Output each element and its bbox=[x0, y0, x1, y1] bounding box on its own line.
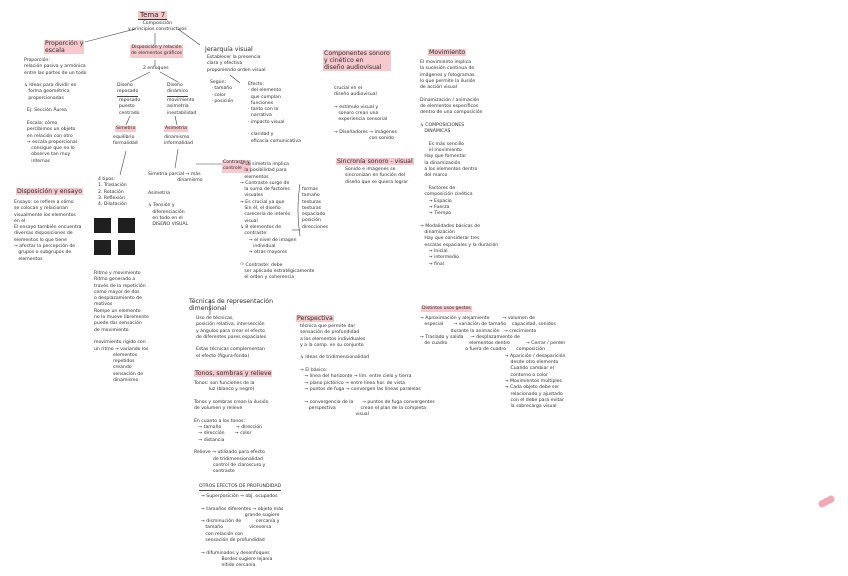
diseno-dinamico-text: movimiento asimetría inestabilidad bbox=[167, 98, 197, 116]
symmetry-example-4 bbox=[118, 240, 135, 255]
simetria-parcial-text: Simetría parcial → más dinamismo Asimetría ↳ Tensión y diferenciación en todo en el DISEÑO VISUAL bbox=[148, 172, 203, 228]
asimetria-text: dinamismo informalidad bbox=[164, 135, 193, 147]
jerarquia-efecto: Efecto: · del elemento que cumplan funciones · tanto con la narrativa · impacto visual · claridad y eficacia comunicativa bbox=[248, 82, 301, 144]
otros-efectos-text: → Superposición → obj. ocupados → tamaños diferentes → objeto más grande sugiere → disminución de cercanía y tamaño viceversa con relación con sensación de profundidad → difuminados y desenfoques Bordes sugiere lejanía nítido cercanía bbox=[201, 494, 284, 569]
proporcion-text: Proporción: relación pasiva y armónica entre las partes de un todo ↳ Ideas para dividir en forma geométrica proporcionadas Ej: Sección Áurea Escala: cómo percibimos un objeto en relación con otro → escala proporcional consigue que no lo observe tan muy internas bbox=[24, 58, 87, 164]
contraste-text: → La simetría implica la posibilidad para elementos → Contraste surge de la suma de factores visuales → Es crucial ya que Sin él, el diseño carecería de interés visual ↳ 8 elementos de contraste: → el nivel de imagen individual → otras mayores ⁽¹⁾ Contraste: debe ser aplicado estratégicamente el orden y coherencia bbox=[240, 162, 315, 281]
tonos-heading: Tonos, sombras y relieve bbox=[195, 370, 272, 377]
simetria-heading: Simetría bbox=[116, 126, 136, 131]
componentes-heading: Componentes sonoro y cinético en diseño audiovisual bbox=[324, 50, 390, 71]
ritmo-text: Ritmo y movimiento Ritmo generado a través de la repetición como mayor de dos o desplazamiento de motivos Rompe un elemento no lo mueve libremente puede dar sensación de movimiento movimiento rígido con un ritmo → variando los elementos repetidos creando sensación de dinamismo bbox=[94, 271, 149, 384]
jerarquia-heading: Jerarquía visual bbox=[205, 46, 253, 53]
proporcion-heading: Proporción y escala bbox=[45, 40, 84, 54]
contraste-formas-list: formas tamaño texturas texturas espaciado posición direcciones bbox=[302, 187, 329, 230]
tecnicas-heading: Técnicas de representación dimensional bbox=[189, 298, 274, 312]
asimetria-heading: Asimetría bbox=[165, 126, 187, 131]
jerarquia-segun: Según: · tamaño · color · posición bbox=[210, 80, 234, 104]
page-subtitle: Composición y principios constructivos bbox=[128, 21, 187, 33]
jerarquia-text: Establecer la presencia clara y efectiva proponiendo orden visual bbox=[207, 55, 266, 73]
tecnicas-text: Uso de técnicas, posición relativa, intersección y ángulos para crear el efecto de diferentes pares espaciales Estas técnicas complementan el efecto (figura-fondo) bbox=[196, 316, 267, 359]
tipos-list: 4 tipos: 1. Traslación 2. Rotación 3. Reflexión 4. Dilatación bbox=[98, 177, 127, 208]
movimiento-text: El movimiento implica la sucesión continua de imágenes y fotogramas lo que permite la ilusión de acción visual Dinamización / animación de elementos específicos dentro de una composición ↳ COMPOSICIONES DINÁMICAS Es más sencillo el movimiento Hay que fomentar la dinamización a los elementos dentro del marco Factores de composición cinética → Espacio → Fuerza → Tiempo → Modalidades básicas de dinamización Hay que considerar tres escalas espaciales y la duración → Inicial → intermedio → final bbox=[420, 60, 499, 267]
disposicion-heading: Disposición y ensayo bbox=[17, 188, 82, 195]
center-branch-heading: Disposición y relación de elementos gráficos bbox=[131, 45, 183, 57]
enfoques-label: 2 enfoques bbox=[143, 66, 169, 71]
sincronia-heading: Sincronía sonoro - visual bbox=[337, 158, 413, 165]
simetria-text: equilibrio formalidad bbox=[113, 135, 138, 147]
perspectiva-heading: Perspectiva bbox=[297, 315, 333, 322]
diseno-dinamico-heading: Diseño dinámico bbox=[167, 83, 188, 97]
otros-efectos-heading: OTROS EFECTOS DE PROFUNDIDAD bbox=[199, 484, 281, 491]
symmetry-example-1 bbox=[94, 218, 111, 233]
symmetry-example-3 bbox=[94, 240, 111, 255]
contraste-heading: Contraste y controle bbox=[223, 160, 250, 172]
symmetry-example-2 bbox=[118, 218, 135, 233]
sincronia-text: Sonido e imágenes se sincronizan en función del diseño que se quiera lograr bbox=[345, 167, 409, 185]
page-title: Tema 7 bbox=[140, 11, 166, 19]
diseno-estatico-text: reposado puesto centrado bbox=[119, 98, 141, 116]
usos-text: → Aproximación y alejamiento → volumen de especial → variación de tamaño capacidad, sonidos durante la animación → crecimiento → Traslado y salida → desplazamiento de de cuadro elementos dentro → Cerrar / perder o fuera de cuadro composición → Aparición / desaparición desde otro elemento Cuando cambiar el contorno o color → Movimientos múltiples → Cada objeto debe ser relacionado y ajustado con el debe para evitar la sobrecarga visual bbox=[420, 316, 566, 410]
diseno-estatico-heading: Diseño reposado bbox=[117, 83, 138, 97]
usos-heading: Distintos usos gestos bbox=[422, 306, 471, 311]
tonos-text: Tonos: son funciones de la luz (blanco y negro) Tonos y sombras crean la ilusión de volumen y relieve En cuanto a los tonos: → tamaño → dirección → dirección → color → distancia Relieve → utilizado para efecto de tridimensionalidad control de claroscuro y contraste bbox=[194, 381, 269, 475]
movimiento-heading: Movimiento bbox=[429, 49, 466, 56]
componentes-text: crucial en el diseño audiovisual → estímulo visual y sonoro crean una experiencia sensorial → Diseñadores → imágenes con sonido bbox=[334, 86, 398, 142]
disposicion-text: Ensayo: se refiere a cómo se colocan y relacionan visualmente los elementos en el El ensayo también encuentra diversas disposiciones de elementos lo que tiene → afectar la percepción de grupos o subgrupos de elementos bbox=[14, 200, 82, 262]
perspectiva-text: técnica que permite dar sensación de profundidad a los elementos individuales y a la comp. en su conjunto ↳ Ideas de tridimensionalidad → El básico: → línea del horizonte → lím. entre cielo y tierra → plano pictórico → entre línea hor. de vista → puntos de fuga → convergen las líneas paralelas → convergencia de la → puntos de fuga convergentes perspectiva crean el plan de la completa visual bbox=[300, 324, 435, 418]
